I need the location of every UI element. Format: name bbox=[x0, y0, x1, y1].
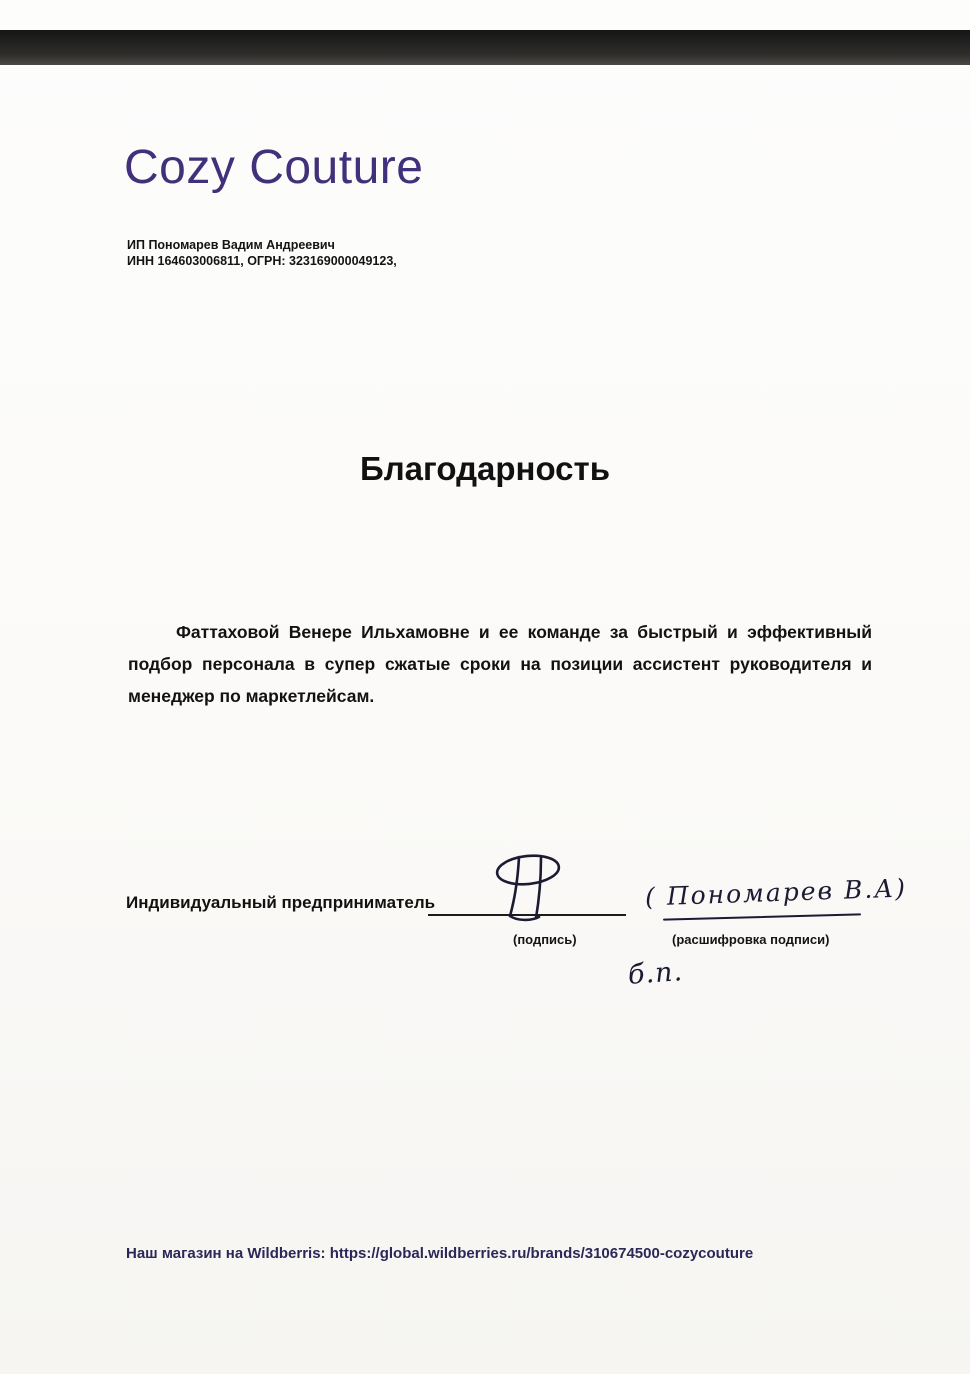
transcript-caption: (расшифровка подписи) bbox=[672, 932, 830, 947]
handwritten-name: ( Пономарев В.А) bbox=[644, 873, 908, 912]
signature-caption: (подпись) bbox=[513, 932, 577, 947]
scan-artifact-bar bbox=[0, 30, 970, 65]
company-owner-line: ИП Пономарев Вадим Андреевич bbox=[127, 238, 335, 252]
signature-label: Индивидуальный предприниматель bbox=[126, 893, 436, 912]
company-info bbox=[127, 237, 397, 269]
company-registration-line: ИНН 164603006811, ОГРН: 323169000049123, bbox=[127, 254, 397, 268]
store-link-text: Наш магазин на Wildberris: https://global.wildberries.ru/brands/310674500-cozycouture bbox=[126, 1245, 754, 1262]
company-logo: Cozy Couture bbox=[124, 141, 424, 194]
signature-line bbox=[428, 848, 626, 916]
gratitude-body-text: Фаттаховой Венере Ильхамовне и ее команде за быстрый и эффективный подбор персонала в супер сжатые сроки на позиции ассистент руководителя и менеджер по маркетлейсам. bbox=[128, 622, 872, 706]
handwritten-name-underline bbox=[663, 913, 861, 920]
document-title: Благодарность bbox=[360, 450, 610, 487]
handwritten-signature-icon bbox=[483, 848, 573, 926]
handwritten-note: б.п. bbox=[626, 956, 685, 991]
